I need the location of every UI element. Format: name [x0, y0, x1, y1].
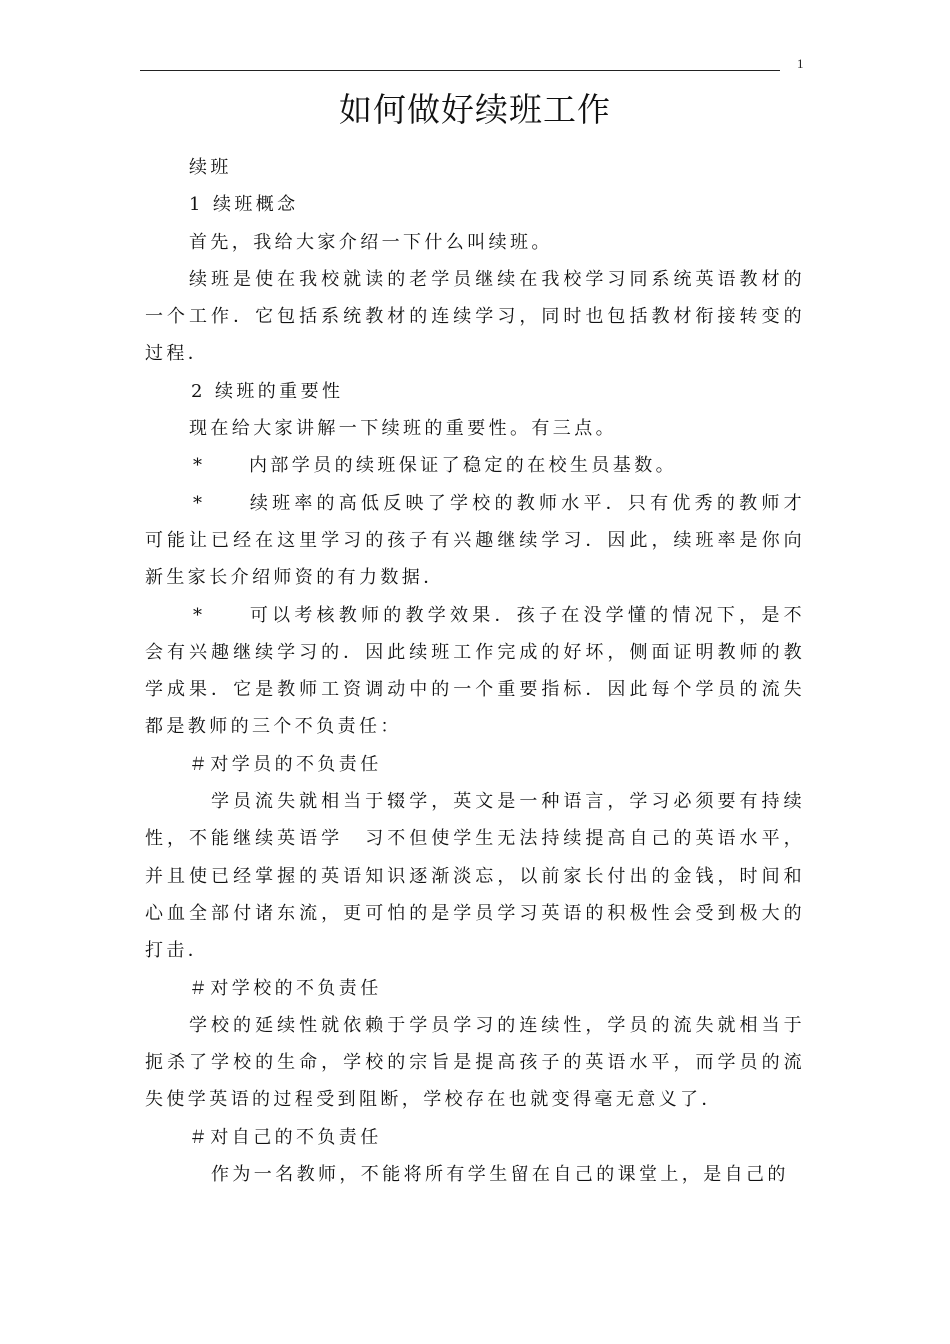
bullet-item	[145, 485, 805, 597]
section1-definition: 续班是使在我校就读的老学员继续在我校学习同系统英语教材的一个工作．它包括系统教材的连续学习，同时也包括教材衔接转变的过程．	[145, 268, 805, 365]
section1-intro: 首先，我给大家介绍一下什么叫续班。	[189, 231, 553, 253]
subsection2-text: 学校的延续性就依赖于学员学习的连续性，学员的流失就相当于扼杀了学校的生命，学校的宗旨是提高孩子的英语水平，而学员的流失使学英语的过程受到阻断，学校存在也就变得毫无意义了．	[145, 1014, 805, 1111]
section2-intro: 现在给大家讲解一下续班的重要性。有三点。	[189, 418, 617, 440]
subsection2-heading: ＃对学校的不负责任	[189, 977, 382, 999]
bullet-item	[145, 447, 805, 484]
bullet-text: 可以考核教师的教学效果．孩子在没学懂的情况下，是不会有兴趣继续学习的．因此续班工作完成的好坏，侧面证明教师的教学成果．它是教师工资调动中的一个重要指标．因此每个学员的流失都是教师的三个不负责任：	[145, 604, 805, 738]
subsection3-heading: ＃对自己的不负责任	[189, 1126, 382, 1148]
bullet-text: 续班率的高低反映了学校的教师水平．只有优秀的教师才可能让已经在这里学习的孩子有兴趣继续学习．因此，续班率是你向新生家长介绍师资的有力数据．	[145, 492, 805, 589]
header-rule	[140, 70, 780, 71]
subsection1-heading: ＃对学员的不负责任	[189, 753, 382, 775]
heading-main: 续班	[189, 157, 232, 178]
page-title: 如何做好续班工作	[339, 90, 611, 129]
bullet-item	[145, 597, 805, 746]
page-number: 1	[797, 56, 804, 71]
document-body	[145, 149, 805, 1193]
subsection3-text: 作为一名教师，不能将所有学生留在自己的课堂上，是自己的	[211, 1164, 789, 1186]
asterisk-bullet-icon: *	[193, 604, 206, 626]
asterisk-bullet-icon: *	[193, 455, 206, 477]
section2-heading: 2 续班的重要性	[191, 380, 344, 402]
asterisk-bullet-icon: *	[193, 492, 206, 514]
section1-heading: 1 续班概念	[189, 194, 299, 216]
subsection1-text: 学员流失就相当于辍学，英文是一种语言，学习必须要有持续性，不能继续英语学 习不但使学生无法持续提高自己的英语水平，并且使已经掌握的英语知识逐渐淡忘，以前家长付出的金钱，时间和心血全部付诸东流，更可怕的是学员学习英语的积极性会受到极大的打击．	[145, 791, 805, 962]
bullet-text: 内部学员的续班保证了稳定的在校生员基数。	[249, 455, 677, 477]
